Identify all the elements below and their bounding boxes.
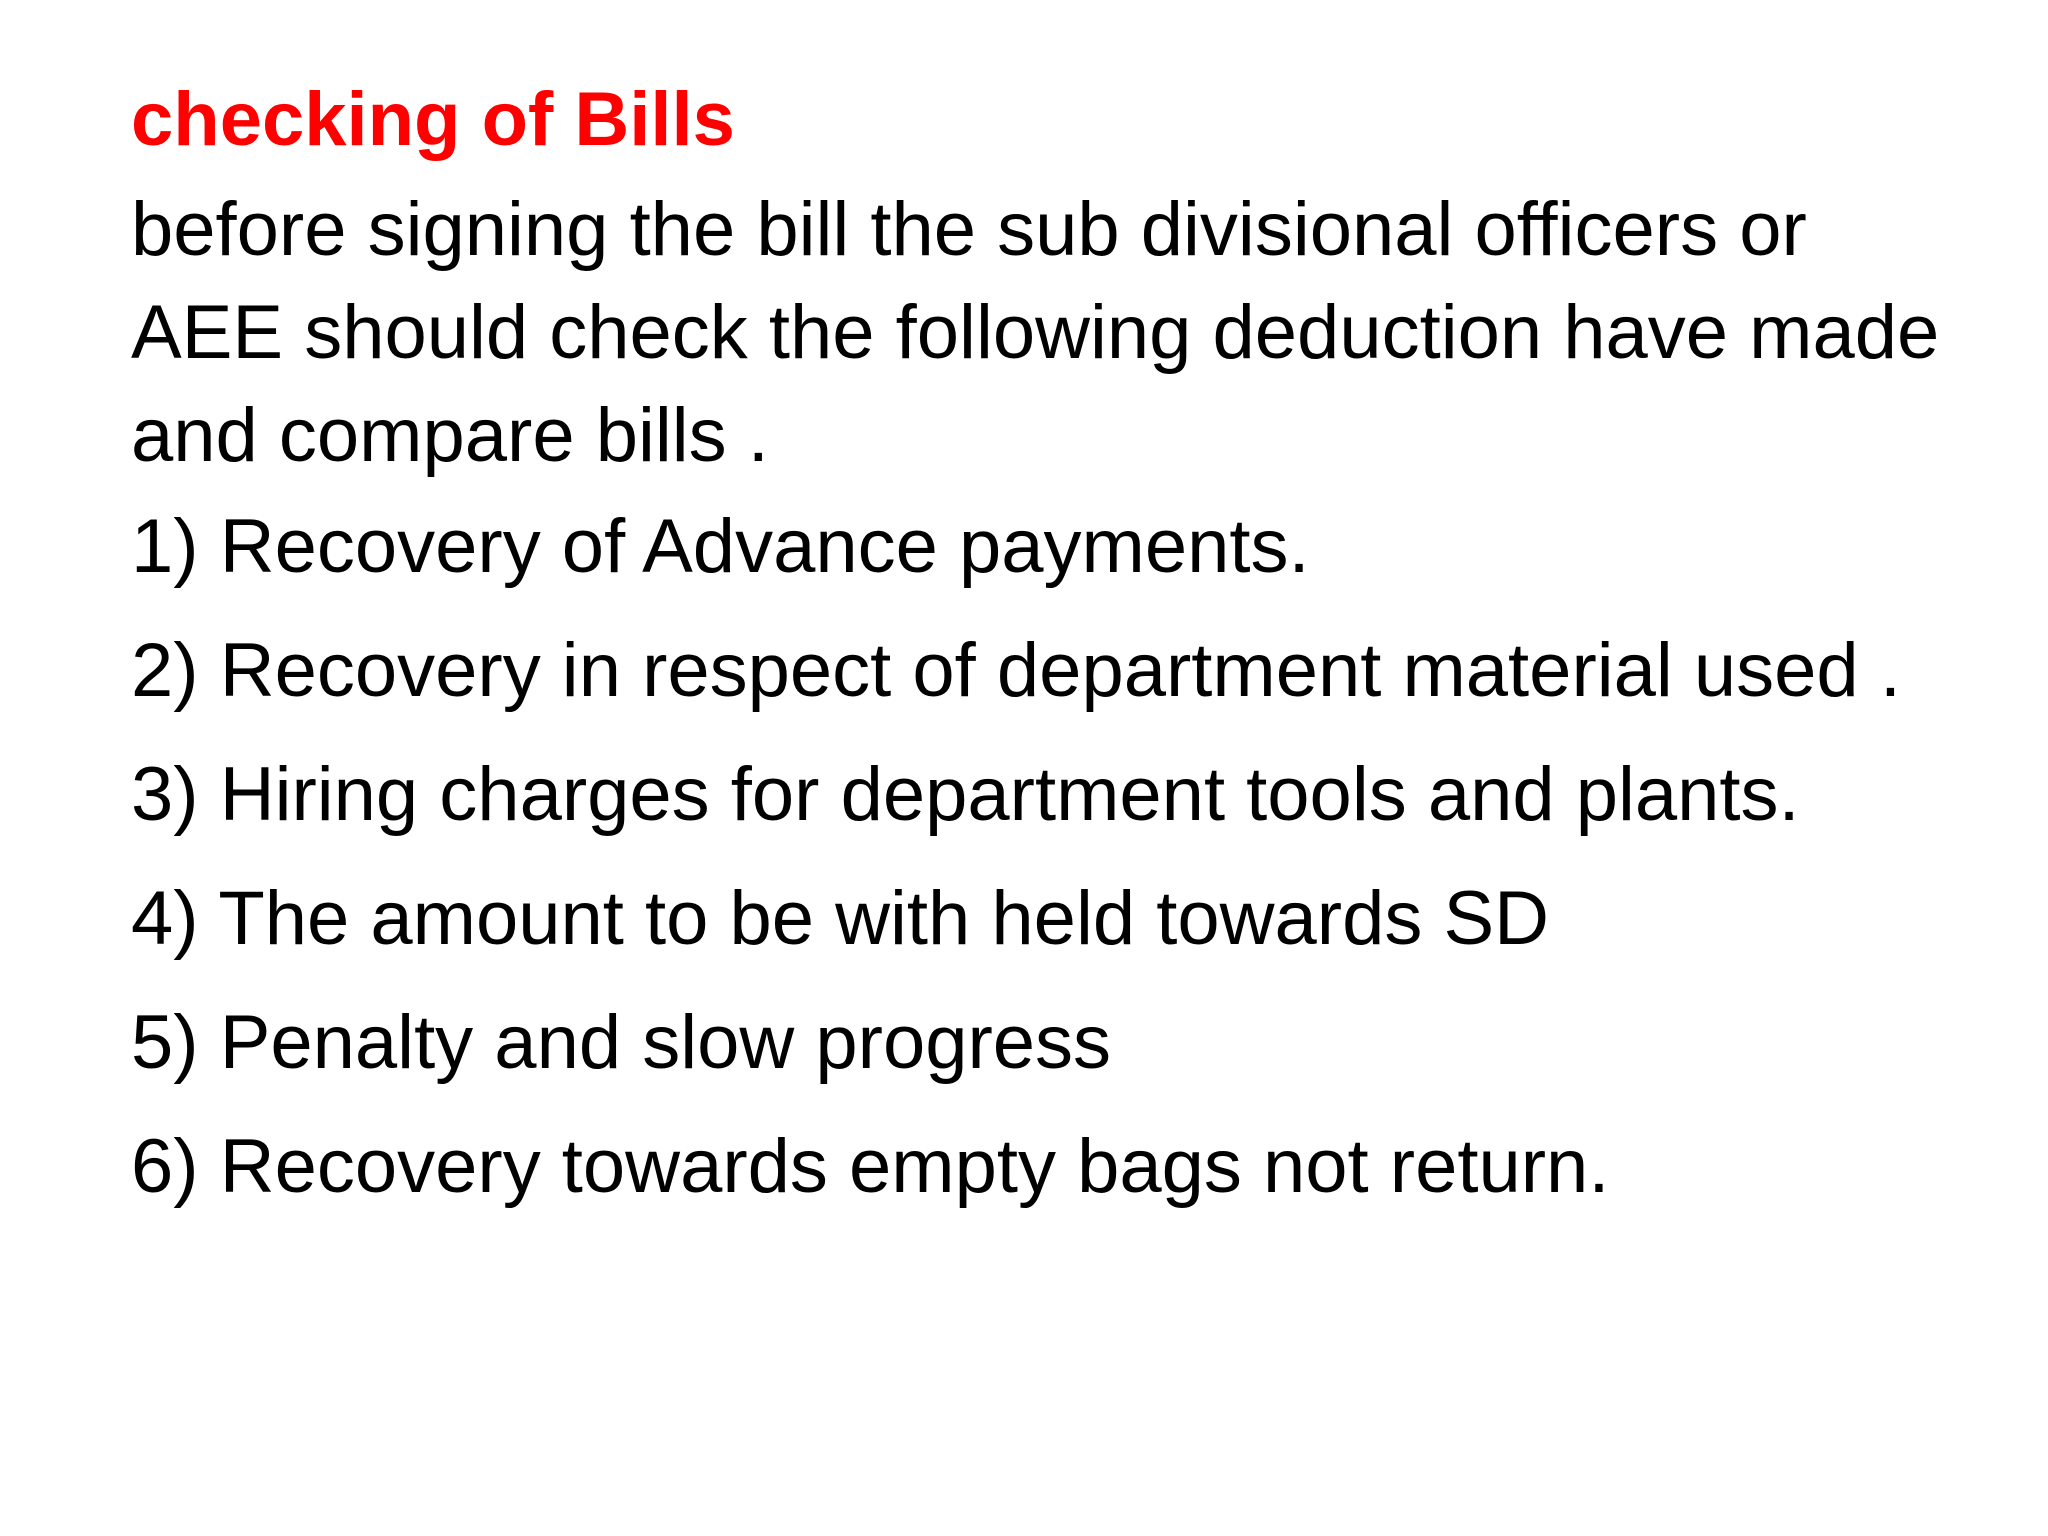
intro-paragraph <box>131 178 2011 487</box>
deduction-item: 4) The amount to be with held towards SD <box>131 876 1550 961</box>
deduction-item: 1) Recovery of Advance payments. <box>131 504 1310 589</box>
intro-line: AEE should check the following deduction have made <box>131 290 1940 375</box>
deduction-item: 6) Recovery towards empty bags not return. <box>131 1124 1610 1209</box>
deduction-item: 3) Hiring charges for department tools and plants. <box>131 752 1800 837</box>
deduction-item: 5) Penalty and slow progress <box>131 1000 1112 1085</box>
deduction-list <box>131 497 2011 1241</box>
slide-heading: checking of Bills <box>131 77 735 162</box>
intro-line: and compare bills . <box>131 393 769 478</box>
slide-content <box>131 70 2011 1241</box>
intro-line: before signing the bill the sub divisional officers or <box>131 187 1807 272</box>
deduction-item: 2) Recovery in respect of department material used . <box>131 628 1901 713</box>
